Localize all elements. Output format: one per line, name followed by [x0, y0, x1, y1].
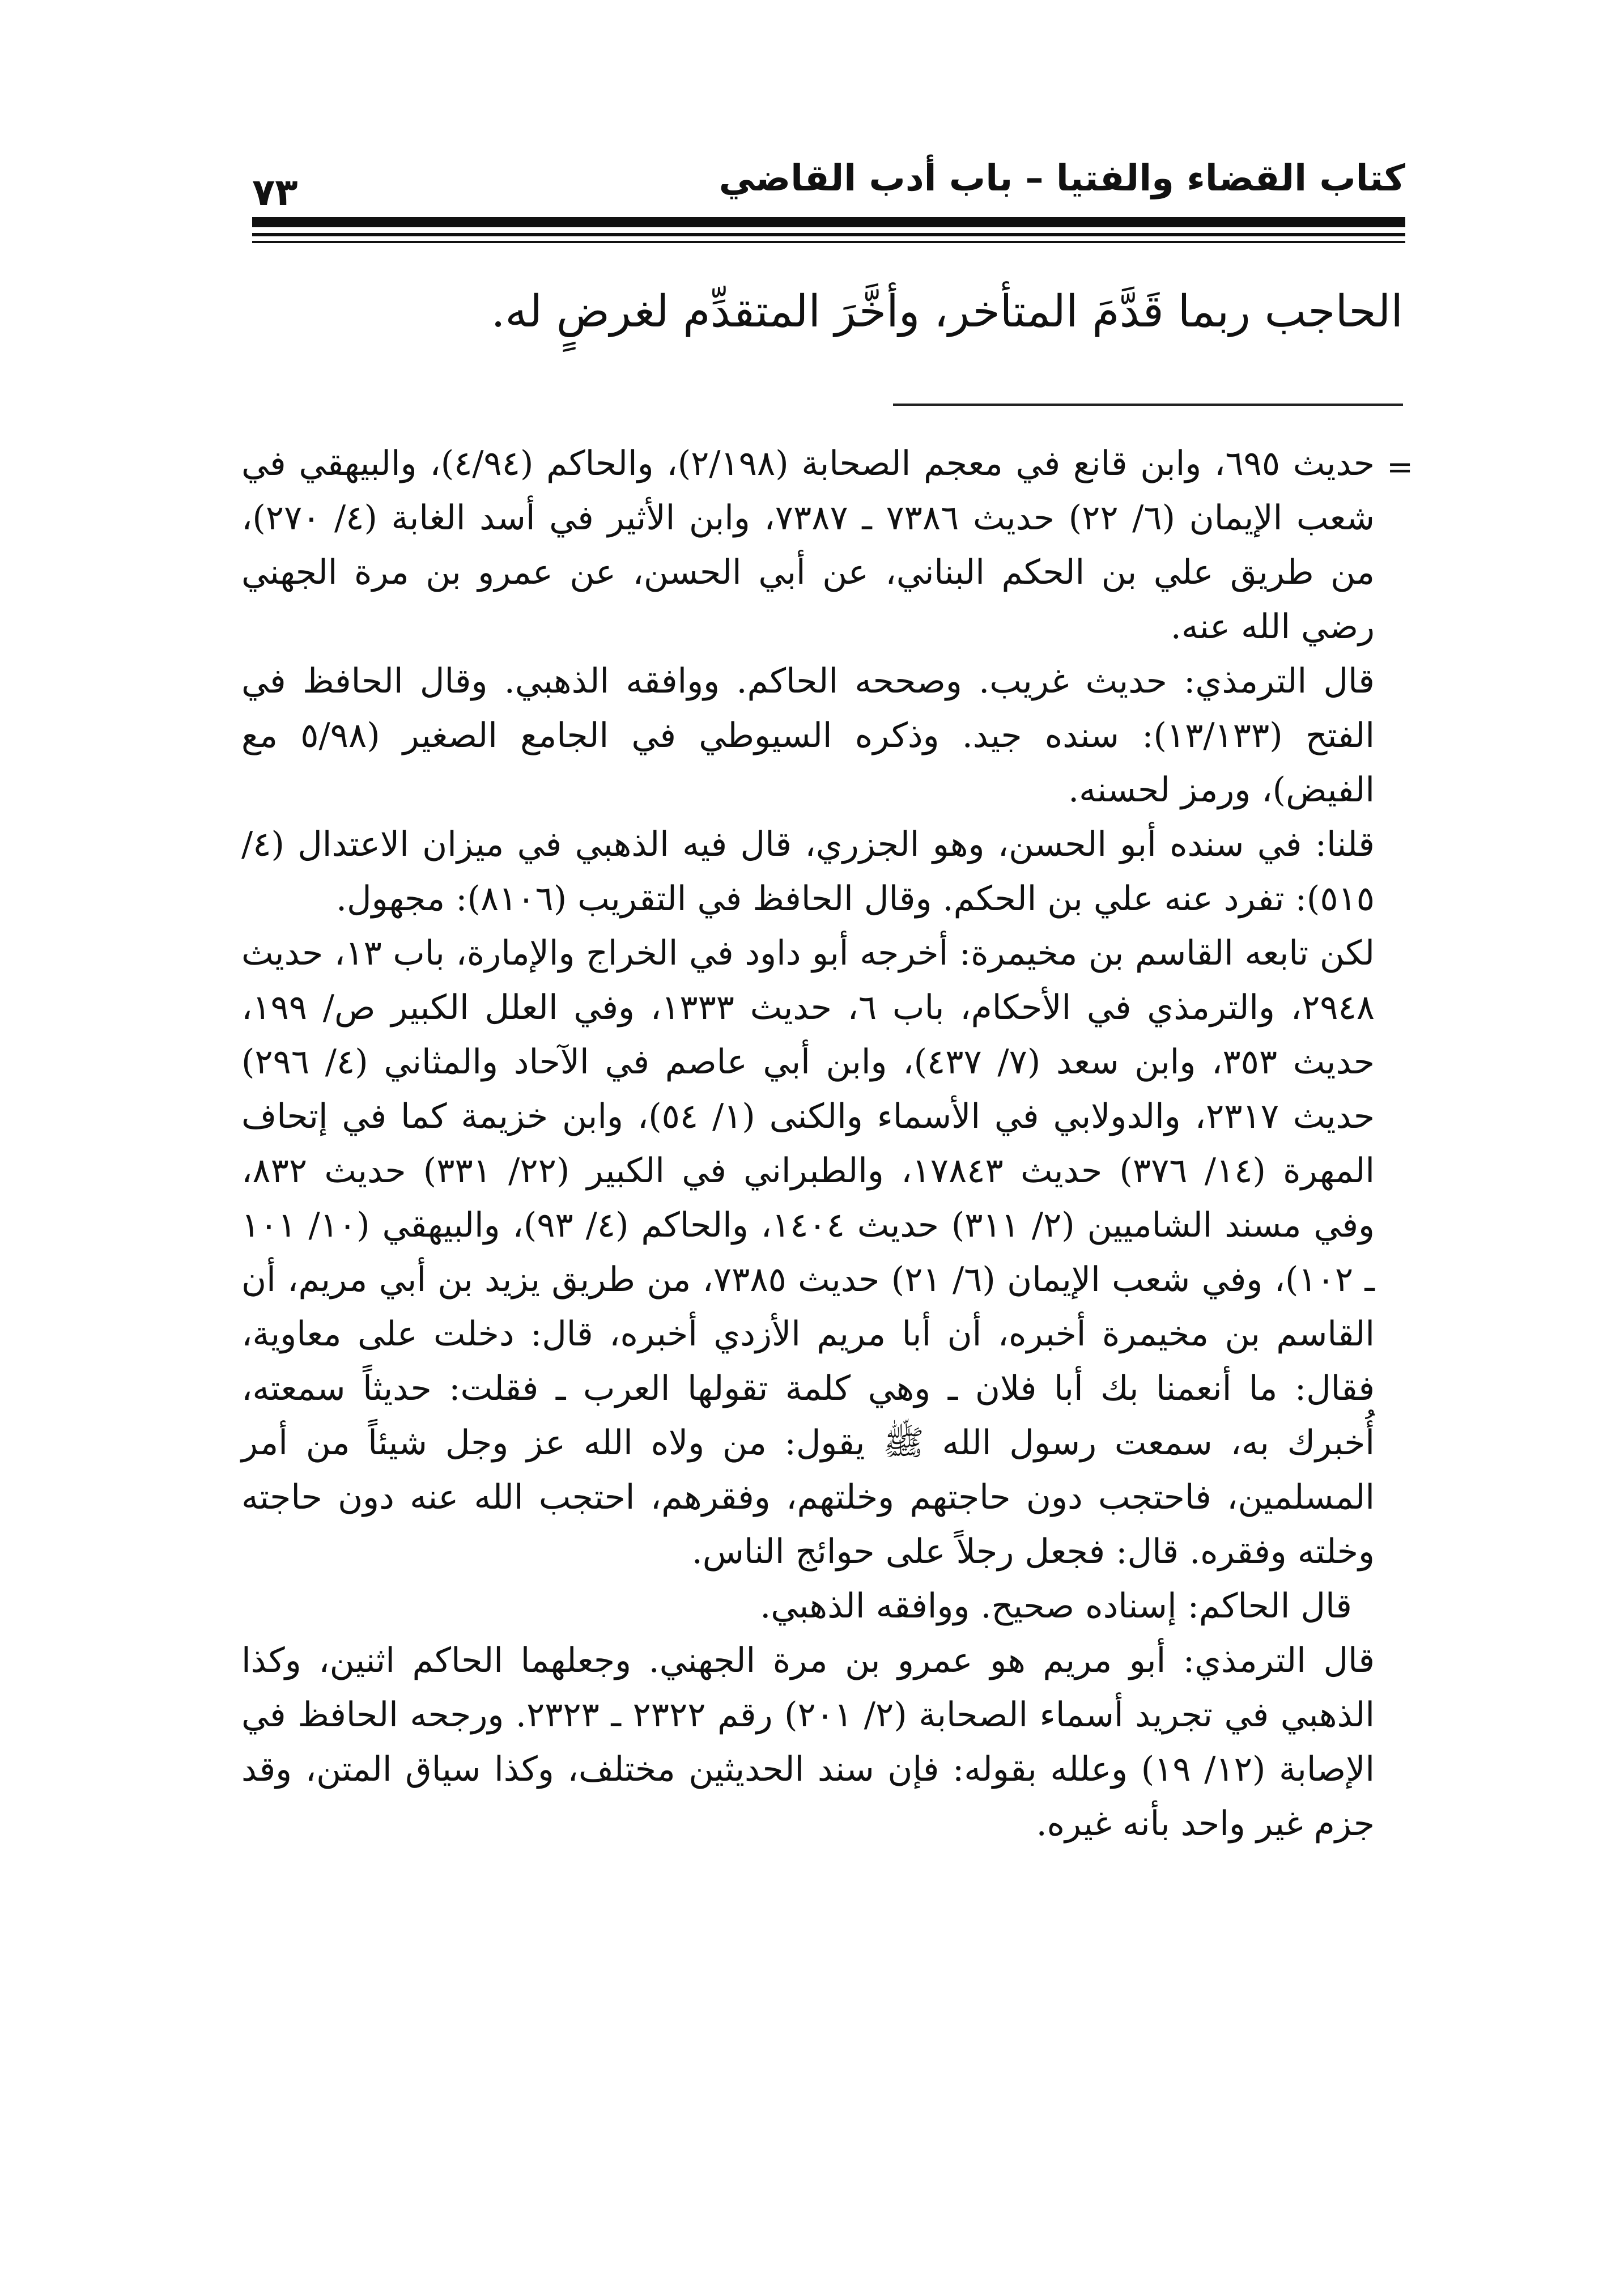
- page-header: [252, 145, 1405, 247]
- footnote-continuation-mark: =: [1387, 449, 1413, 486]
- footnote-paragraph-corroboration: لكن تابعه القاسم بن مخيمرة: أخرجه أبو داود في الخراج والإمارة، باب ١٣، حديث ٢٩٤٨، والترمذي في الأحكام، باب ٦، حديث ١٣٣٣، وفي العلل الكبير ص/ ١٩٩، حديث ٣٥٣، وابن سعد (٧/ ٤٣٧)، وابن أبي عاصم في الآحاد والمثاني (٤/ ٢٩٦) حديث ٢٣١٧، والدولابي في الأسماء والكنى (١/ ٥٤)، وابن خزيمة كما في إتحاف المهرة (١٤/ ٣٧٦) حديث ١٧٨٤٣، والطبراني في الكبير (٢٢/ ٣٣١) حديث ٨٣٢، وفي مسند الشاميين (٢/ ٣١١) حديث ١٤٠٤، والحاكم (٤/ ٩٣)، والبيهقي (١٠/ ١٠١ ـ ١٠٢)، وفي شعب الإيمان (٦/ ٢١) حديث ٧٣٨٥، من طريق يزيد بن أبي مريم، أن القاسم بن مخيمرة أخبره، أن أبا مريم الأزدي أخبره، قال: دخلت على معاوية، فقال: ما أنعمنا بك أبا فلان ـ وهي كلمة تقولها العرب ـ فقلت: حديثاً سمعته، أُخبرك به، سمعت رسول الله ﷺ يقول: من ولاه الله عز وجل شيئاً من أمر المسلمين، فاحتجب دون حاجتهم وخلتهم، وفقرهم، احتجب الله عنه دون حاجته وخلته وفقره. قال: فجعل رجلاً على حوائج الناس.: [241, 933, 1375, 1572]
- footnotes-block: [241, 436, 1375, 1851]
- footnote-paragraph-tirmidhi-grading: قال الترمذي: حديث غريب. وصححه الحاكم. ووافقه الذهبي. وقال الحافظ في الفتح (١٣/١٣٣): سنده جيد. وذكره السيوطي في الجامع الصغير (٥/٩٨ مع الفيض)، ورمز لحسنه.: [241, 661, 1375, 810]
- footnote-paragraph-narrator-identity: قال الترمذي: أبو مريم هو عمرو بن مرة الجهني. وجعلهما الحاكم اثنين، وكذا الذهبي في تجريد أسماء الصحابة (٢/ ٢٠١) رقم ٢٣٢٢ ـ ٢٣٢٣. ورجحه الحافظ في الإصابة (١٢/ ١٩) وعلله بقوله: فإن سند الحديثين مختلف، وكذا سياق المتن، وقد جزم غير واحد بأنه غيره.: [241, 1641, 1375, 1844]
- header-rule-thick: [252, 217, 1405, 227]
- header-rule-thin: [252, 233, 1405, 236]
- footnote-paragraph-sources: حديث ٦٩٥، وابن قانع في معجم الصحابة (٢/١٩٨)، والحاكم (٤/٩٤)، والبيهقي في شعب الإيمان (٦/ ٢٢) حديث ٧٣٨٦ ـ ٧٣٨٧، وابن الأثير في أسد الغابة (٤/ ٢٧٠)، من طريق علي بن الحكم البناني، عن أبي الحسن، عن عمرو بن مرة الجهني رضي الله عنه.: [241, 444, 1375, 647]
- footnote-paragraph-hakim: قال الحاكم: إسناده صحيح. ووافقه الذهبي.: [760, 1586, 1352, 1626]
- footnote-paragraph-isnad-weakness: قلنا: في سنده أبو الحسن، وهو الجزري، قال فيه الذهبي في ميزان الاعتدال (٤/ ٥١٥): تفرد عنه علي بن الحكم. وقال الحافظ في التقريب (٨١٠٦): مجهول.: [241, 825, 1375, 919]
- footnote-separator: [893, 404, 1403, 406]
- running-title: كتاب القضاء والفتيا – باب أدب القاضي: [719, 158, 1405, 199]
- header-rule-thin-lower: [252, 241, 1405, 243]
- main-text-line: الحاجب ربما قَدَّمَ المتأخر، وأخَّرَ المتقدِّم لغرضٍ له.: [491, 286, 1403, 337]
- page-number: ٧٣: [252, 171, 298, 214]
